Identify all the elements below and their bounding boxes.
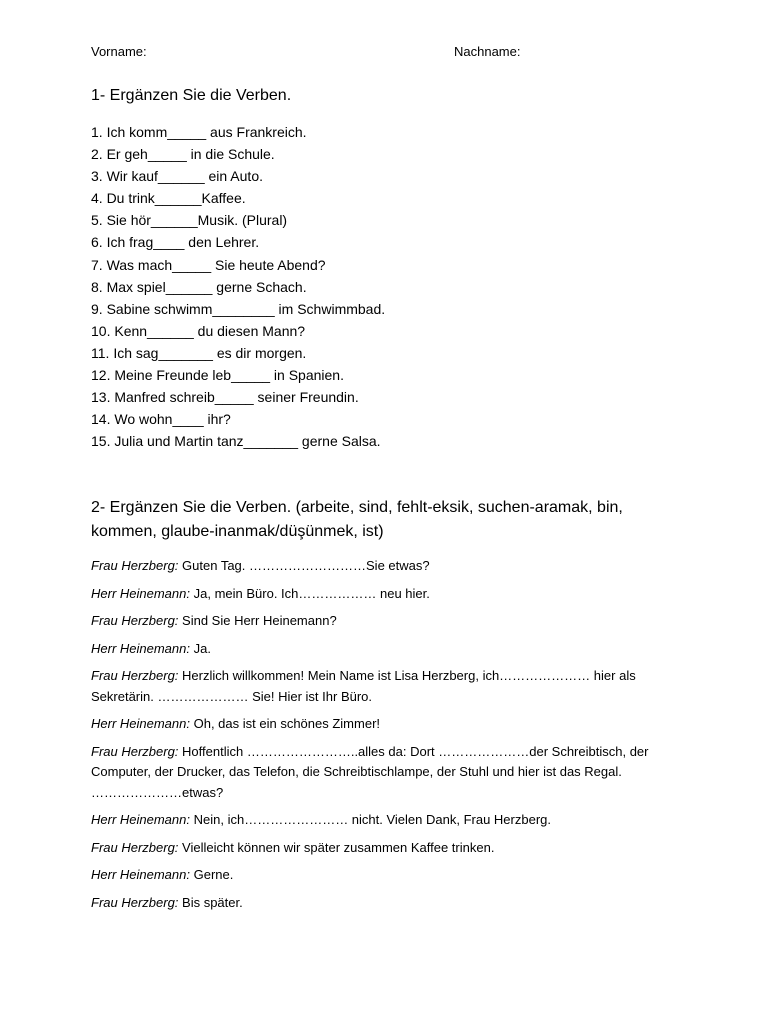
dialogue-text: Herzlich willkommen! Mein Name ist Lisa Herzberg, ich………………… hier als Sekretärin. ………………… Sie! Hier ist Ihr Büro.: [91, 668, 636, 704]
dialogue-text: Ja, mein Büro. Ich……………… neu hier.: [190, 585, 430, 601]
dialogue-text: Gerne.: [190, 867, 234, 882]
speaker-name: Frau Herzberg:: [91, 613, 179, 628]
list-item: 13. Manfred schreib_____ seiner Freundin.: [91, 389, 359, 406]
speaker-name: Herr Heinemann:: [91, 867, 190, 882]
exercise-2-dialogue: [91, 556, 681, 920]
speaker-name: Frau Herzberg:: [91, 668, 179, 683]
speaker-name: Frau Herzberg:: [91, 894, 179, 910]
dialogue-text: Bis später.: [178, 894, 243, 910]
list-item: 15. Julia und Martin tanz_______ gerne Salsa.: [91, 433, 381, 450]
dialogue-line: [91, 584, 681, 605]
list-item: 9. Sabine schwimm________ im Schwimmbad.: [91, 300, 386, 317]
list-item: 5. Sie hör______Musik. (Plural): [91, 212, 288, 229]
speaker-name: Frau Herzberg:: [91, 743, 179, 759]
speaker-name: Frau Herzberg:: [91, 558, 179, 573]
speaker-name: Frau Herzberg:: [91, 839, 179, 855]
list-item: 11. Ich sag_______ es dir morgen.: [91, 344, 307, 361]
dialogue-line: [91, 742, 681, 804]
dialogue-text: Sind Sie Herr Heinemann?: [178, 613, 337, 628]
dialogue-line: [91, 666, 681, 707]
exercise-1-title: 1- Ergänzen Sie die Verben.: [91, 87, 292, 104]
dialogue-line: [91, 893, 681, 914]
dialogue-line: [91, 714, 681, 735]
dialogue-text: Hoffentlich ……………………..alles da: Dort …………………der Schreibtisch, der Computer, der Drucker, das Telefon, die Schreibtischlampe, der Stuhl und hier ist das Regal. …………………etwas?: [91, 743, 649, 800]
speaker-name: Herr Heinemann:: [91, 812, 190, 827]
list-item: 12. Meine Freunde leb_____ in Spanien.: [91, 367, 344, 384]
list-item: 2. Er geh_____ in die Schule.: [91, 146, 275, 163]
list-item: 4. Du trink______Kaffee.: [91, 190, 246, 207]
dialogue-line: [91, 556, 681, 577]
exercise-1-list: [91, 121, 385, 452]
dialogue-line: [91, 838, 681, 859]
dialogue-text: Oh, das ist ein schönes Zimmer!: [190, 716, 381, 731]
dialogue-text: Ja.: [190, 640, 211, 656]
first-name-label: Vorname:: [91, 44, 147, 59]
dialogue-line: [91, 639, 681, 660]
dialogue-line: [91, 810, 681, 831]
list-item: 10. Kenn______ du diesen Mann?: [91, 322, 306, 339]
list-item: 3. Wir kauf______ ein Auto.: [91, 168, 263, 185]
last-name-label: Nachname:: [454, 44, 521, 59]
dialogue-line: [91, 865, 681, 886]
speaker-name: Herr Heinemann:: [91, 716, 190, 731]
list-item: 6. Ich frag____ den Lehrer.: [91, 234, 260, 251]
list-item: 8. Max spiel______ gerne Schach.: [91, 278, 307, 295]
dialogue-line: [91, 611, 681, 632]
dialogue-text: Nein, ich…………………… nicht. Vielen Dank, Frau Herzberg.: [190, 812, 551, 827]
list-item: 1. Ich komm_____ aus Frankreich.: [91, 124, 307, 140]
exercise-2-title: 2- Ergänzen Sie die Verben. (arbeite, sind, fehlt-eksik, suchen-aramak, bin, kommen, glaube-inanmak/düşünmek, ist): [91, 499, 623, 540]
dialogue-text: Guten Tag. ………………………Sie etwas?: [178, 558, 430, 573]
speaker-name: Herr Heinemann:: [91, 640, 190, 656]
speaker-name: Herr Heinemann:: [91, 585, 190, 601]
list-item: 14. Wo wohn____ ihr?: [91, 411, 231, 428]
dialogue-text: Vielleicht können wir später zusammen Kaffee trinken.: [178, 839, 495, 855]
list-item: 7. Was mach_____ Sie heute Abend?: [91, 256, 326, 273]
